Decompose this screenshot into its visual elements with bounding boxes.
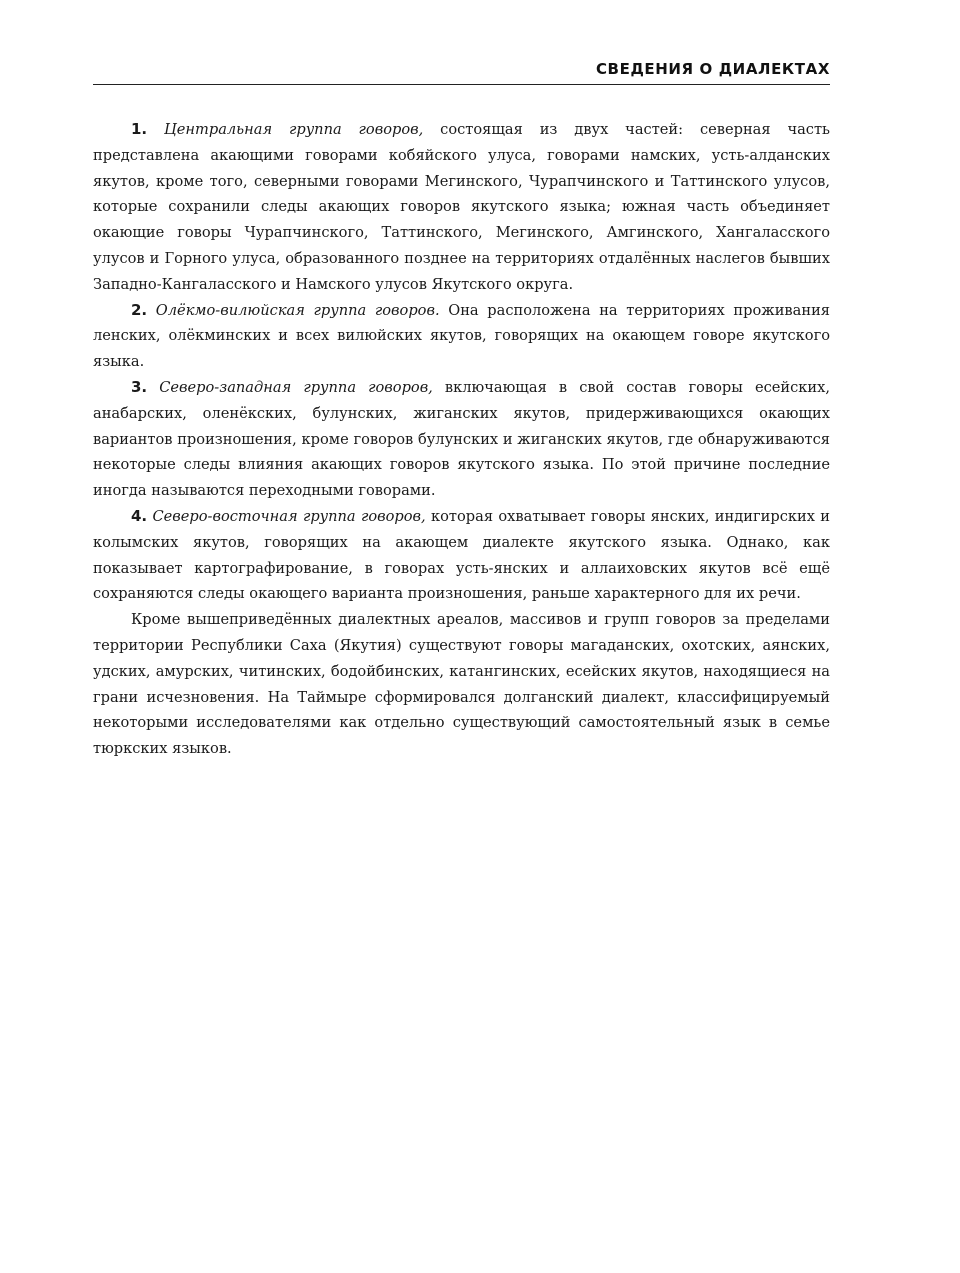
running-header-title: СВЕДЕНИЯ О ДИАЛЕКТАХ: [595, 60, 830, 78]
paragraph-number: 1.: [131, 120, 148, 138]
body-text: [93, 117, 830, 762]
group-name: Северо-восточная группа говоров,: [152, 507, 426, 525]
paragraph-closing: Кроме вышеприведённых диалектных ареалов, массивов и групп говоров за пределами территории Республики Саха (Якутия) существуют говоры магаданских, охотских, аянских, удских, амурских, читинских, бодойбинских, катангинских, есейских якутов, находящиеся на грани исчезновения. На Таймыре сформировался долганский диалект, классифицируемый некоторыми исследователями как отдельно существующий самостоятельный язык в семье тюркских языков.: [93, 611, 830, 758]
paragraph-text: состоящая из двух частей: северная часть представлена акающими говорами кобяйского улуса, говорами намских, усть-алданских якутов, кроме того, северными говорами Мегинского, Чурапчинского и Таттинского улусов, которые сохранили следы акающих говоров якутского языка; южная часть объединяет окающие говоры Чурапчинского, Таттинского, Мегинского, Амгинского, Хангаласского улусов и Горного улуса, образованного позднее на территориях отдалённых наслегов бывших Западно-Кангаласского и Намского улусов Якутского округа.: [93, 121, 831, 293]
group-name: Центральная группа говоров,: [164, 121, 424, 138]
group-name: Северо-западная группа говоров,: [159, 378, 433, 396]
paragraph-number: 2.: [131, 300, 148, 319]
paragraph-text: Она расположена на территориях проживания ленских, олёкминских и всех вилюйских якутов, говорящих на окающем говоре якутского языка.: [93, 301, 831, 371]
paragraph-text: включающая в свой состав говоры есейских, анабарских, оленёкских, булунских, жиганских якутов, придерживающихся окающих вариантов произношения, кроме говоров булунских и жиганских якутов, где обнаруживаются некоторые следы влияния акающих говоров якутского языка. По этой причине последние иногда называются переходными говорами.: [93, 378, 831, 500]
paragraph-central-group: [93, 117, 830, 298]
paragraph-olekmo-vilyuy-group: [93, 298, 830, 375]
paragraph-north-west-group: [93, 375, 830, 504]
paragraph-number: 4.: [131, 506, 148, 525]
paragraph-text: которая охватывает говоры янских, индигирских и колымских якутов, говорящих на акающем диалекте якутского языка. Однако, как показывает картографирование, в говорах усть-янских и аллаиховских якутов всё ещё сохраняются следы окающего варианта произношения, раньше характерного для их речи.: [93, 507, 831, 603]
paragraph-number: 3.: [131, 377, 148, 396]
running-header: [93, 58, 830, 85]
paragraph-north-east-group: [93, 504, 830, 607]
group-name: Олёкмо-вилюйская группа говоров.: [155, 301, 440, 319]
